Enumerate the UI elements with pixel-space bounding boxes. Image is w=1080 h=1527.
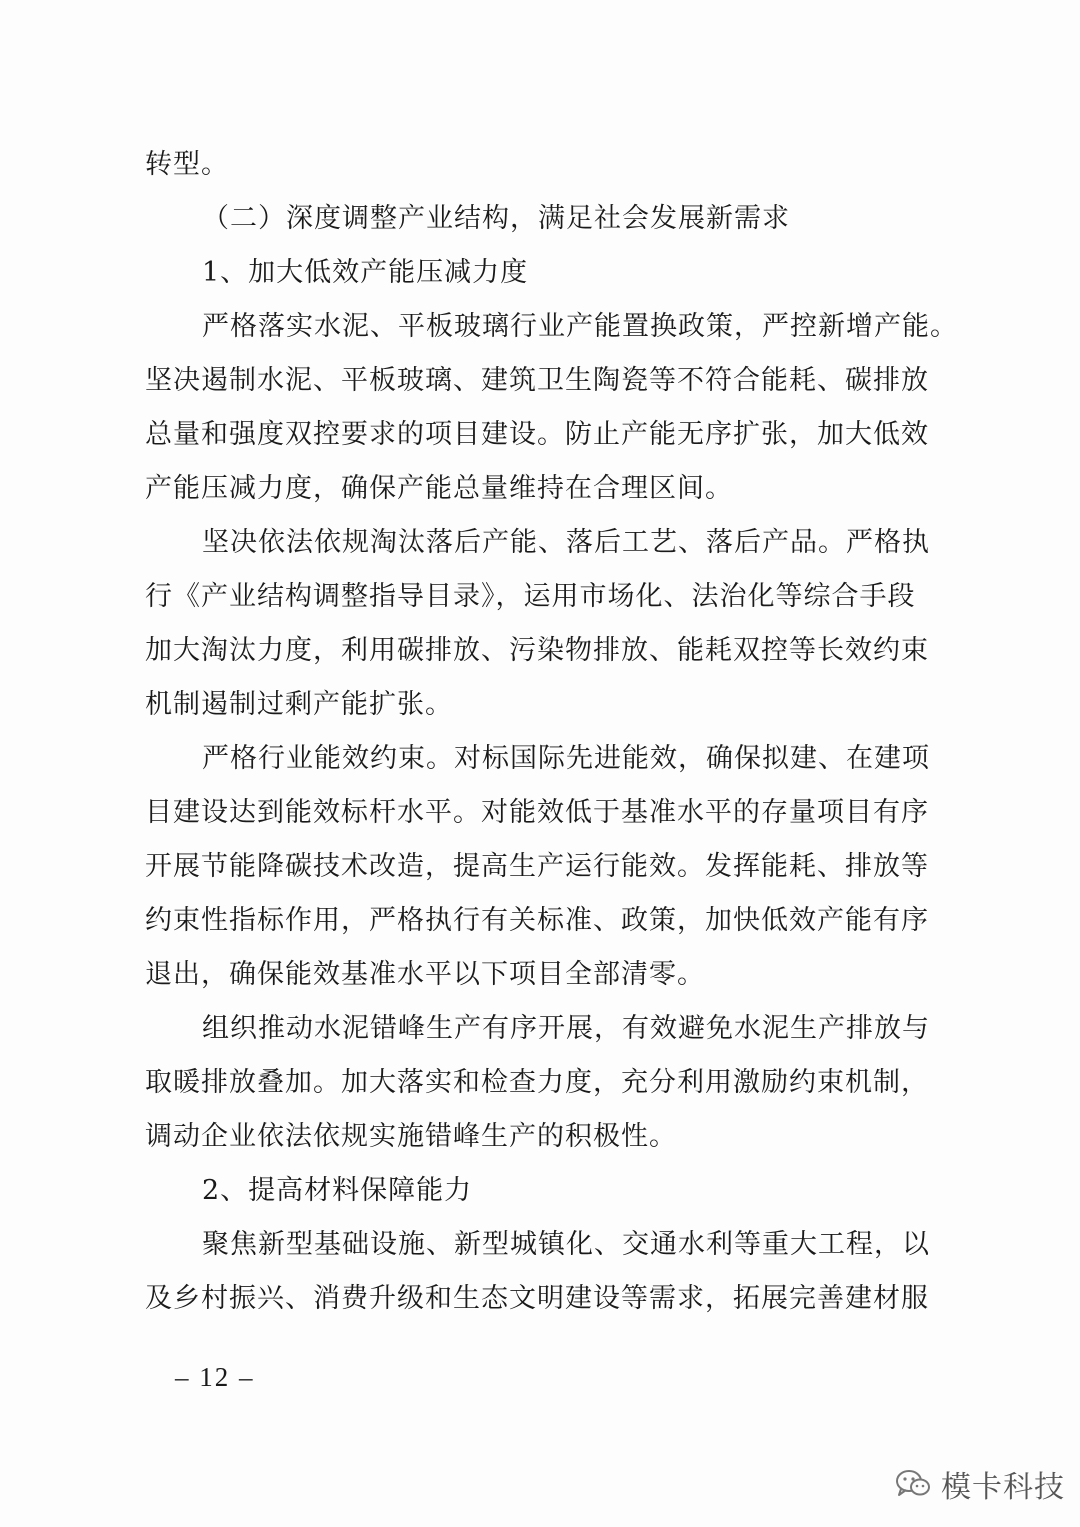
document-line: 加大淘汰力度，利用碳排放、污染物排放、能耗双控等长效约束: [145, 635, 929, 666]
document-line: 开展节能降碳技术改造，提高生产运行能效。发挥能耗、排放等: [145, 851, 929, 882]
page-number: – 12 –: [175, 1362, 255, 1392]
wechat-icon: [895, 1469, 931, 1499]
document-line: 1、加大低效产能压减力度: [202, 257, 529, 288]
document-line: 调动企业依法依规实施错峰生产的积极性。: [145, 1121, 677, 1152]
document-line: 坚决遏制水泥、平板玻璃、建筑卫生陶瓷等不符合能耗、碳排放: [145, 365, 929, 396]
watermark: [895, 1462, 1065, 1506]
document-line: 约束性指标作用，严格执行有关标准、政策，加快低效产能有序: [145, 905, 929, 936]
document-line: （二）深度调整产业结构，满足社会发展新需求: [202, 203, 790, 234]
document-line: 严格落实水泥、平板玻璃行业产能置换政策，严控新增产能。: [202, 311, 958, 342]
document-line: 退出，确保能效基准水平以下项目全部清零。: [145, 959, 705, 990]
document-line: 目建设达到能效标杆水平。对能效低于基准水平的存量项目有序: [145, 797, 929, 828]
document-line: 严格行业能效约束。对标国际先进能效，确保拟建、在建项: [202, 743, 930, 774]
document-line: 机制遏制过剩产能扩张。: [145, 689, 453, 720]
document-line: 聚焦新型基础设施、新型城镇化、交通水利等重大工程，以: [202, 1229, 930, 1260]
document-line: 行《产业结构调整指导目录》，运用市场化、法治化等综合手段: [145, 581, 916, 612]
document-line: 2、提高材料保障能力: [202, 1175, 473, 1206]
document-body: [145, 138, 958, 1326]
document-line: 坚决依法依规淘汰落后产能、落后工艺、落后产品。严格执: [202, 527, 930, 558]
document-line: 转型。: [145, 149, 229, 180]
document-line: 总量和强度双控要求的项目建设。防止产能无序扩张，加大低效: [145, 419, 929, 450]
document-line: 产能压减力度，确保产能总量维持在合理区间。: [145, 473, 733, 504]
document-line: 组织推动水泥错峰生产有序开展，有效避免水泥生产排放与: [202, 1013, 930, 1044]
watermark-text: 模卡科技: [941, 1470, 1065, 1505]
document-line: 取暖排放叠加。加大落实和检查力度，充分利用激励约束机制，: [145, 1067, 929, 1098]
document-line: 及乡村振兴、消费升级和生态文明建设等需求，拓展完善建材服: [145, 1283, 929, 1314]
